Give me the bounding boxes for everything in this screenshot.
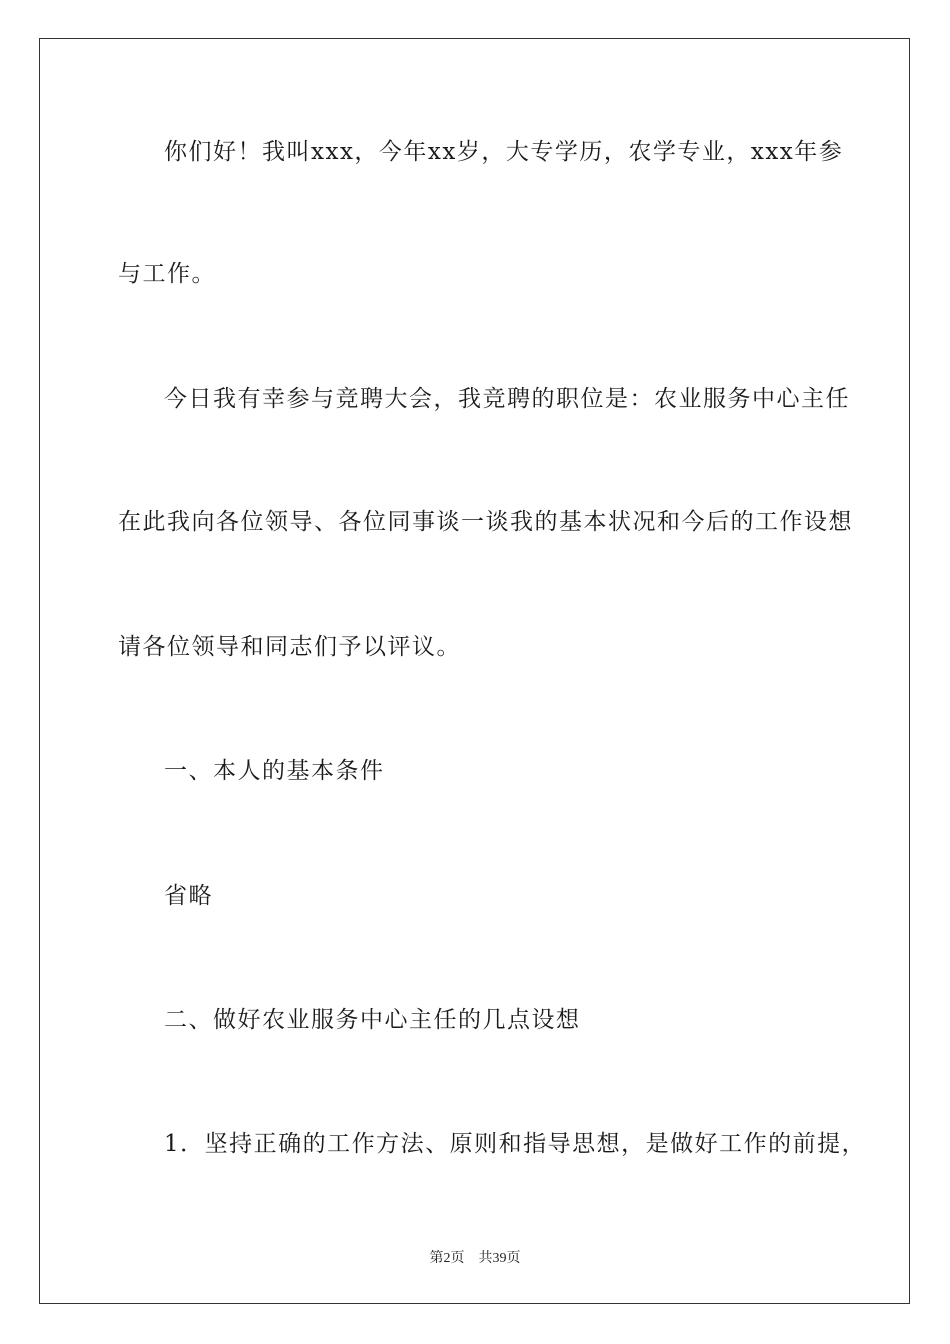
page-total: 共39页 xyxy=(478,1251,521,1266)
paragraph-line-3: 今日我有幸参与竞聘大会，我竞聘的职位是：农业服务中心主任 xyxy=(164,386,850,412)
section-heading-1: 一、本人的基本条件 xyxy=(164,758,385,784)
paragraph-line-2: 与工作。 xyxy=(118,261,216,287)
paragraph-line-4: 在此我向各位领导、各位同事谈一谈我的基本状况和今后的工作设想 xyxy=(118,509,853,535)
page-number: 第2页 xyxy=(429,1251,465,1266)
list-item-1: 1．坚持正确的工作方法、原则和指导思想，是做好工作的前提， xyxy=(164,1131,867,1157)
paragraph-line-5: 请各位领导和同志们予以评议。 xyxy=(118,634,461,660)
section-heading-2: 二、做好农业服务中心主任的几点设想 xyxy=(164,1007,581,1033)
page-border xyxy=(39,38,910,1304)
page-footer xyxy=(0,1247,950,1267)
paragraph-line-1: 你们好！我叫xxx，今年xx岁，大专学历，农学专业，xxx年参 xyxy=(164,139,844,165)
section-body-omitted: 省略 xyxy=(164,883,213,909)
